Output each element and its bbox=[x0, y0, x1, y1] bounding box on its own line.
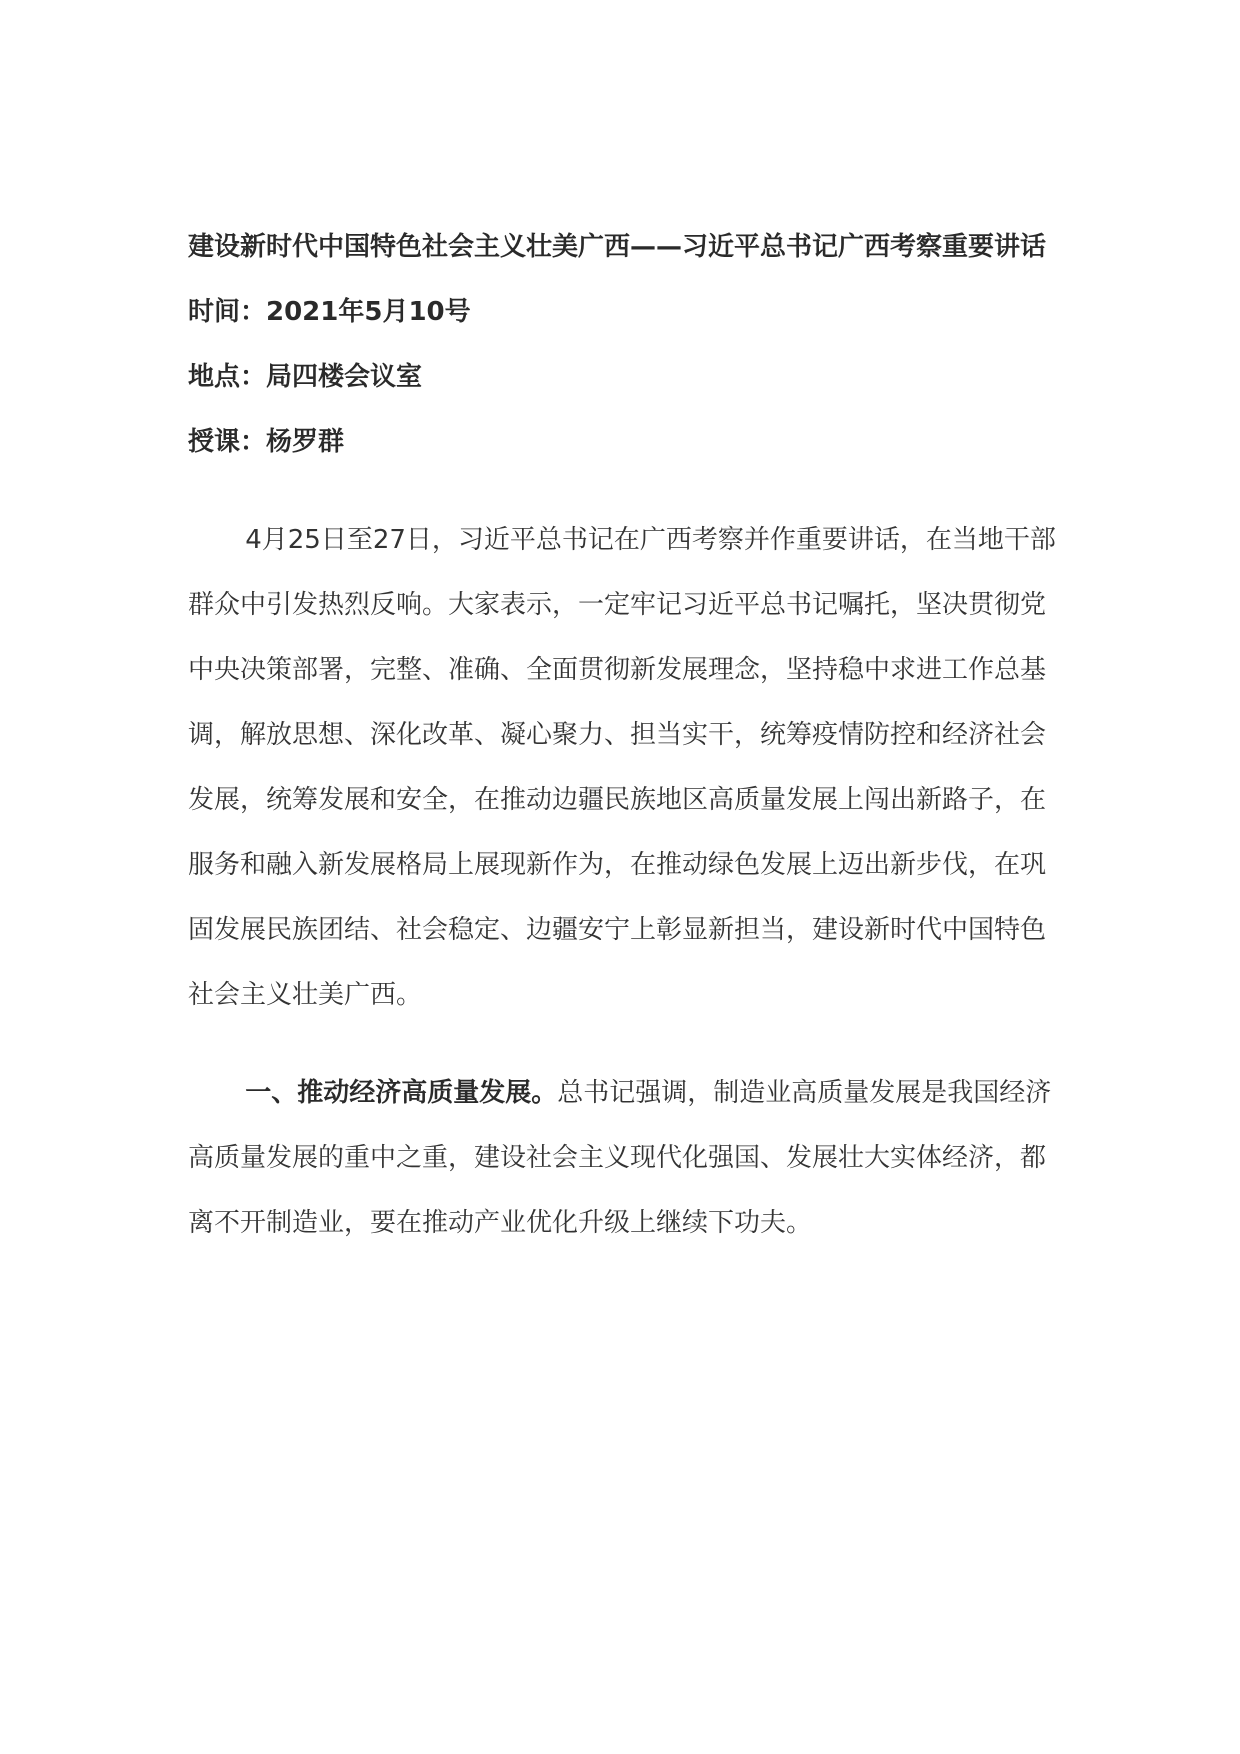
paragraph-section-one bbox=[188, 1061, 1068, 1256]
section-one-text: 总书记强调，制造业高质量发展是我国经济高质量发展的重中之重，建设社会主义现代化强国、发展壮大实体经济，都离不开制造业，要在推动产业优化升级上继续下功夫。 bbox=[188, 1078, 1052, 1238]
section-one-heading: 一、推动经济高质量发展。 bbox=[245, 1078, 558, 1108]
paragraph-intro: 4月25日至27日，习近平总书记在广西考察并作重要讲话，在当地干部群众中引发热烈反响。大家表示，一定牢记习近平总书记嘱托，坚决贯彻党中央决策部署，完整、准确、全面贯彻新发展理念，坚持稳中求进工作总基调，解放思想、深化改革、凝心聚力、担当实干，统筹疫情防控和经济社会发展，统筹发展和安全，在推动边疆民族地区高质量发展上闯出新路子，在服务和融入新发展格局上展现新作为，在推动绿色发展上迈出新步伐，在巩固发展民族团结、社会稳定、边疆安宁上彰显新担当，建设新时代中国特色社会主义壮美广西。 bbox=[188, 525, 1056, 1010]
meta-place: 地点：局四楼会议室 bbox=[188, 362, 423, 392]
document-body bbox=[188, 215, 1068, 1256]
meta-time: 时间：2021年5月10号 bbox=[188, 297, 471, 327]
document-title: 建设新时代中国特色社会主义壮美广西——习近平总书记广西考察重要讲话 bbox=[188, 232, 1047, 262]
meta-lecturer: 授课：杨罗群 bbox=[188, 427, 345, 457]
